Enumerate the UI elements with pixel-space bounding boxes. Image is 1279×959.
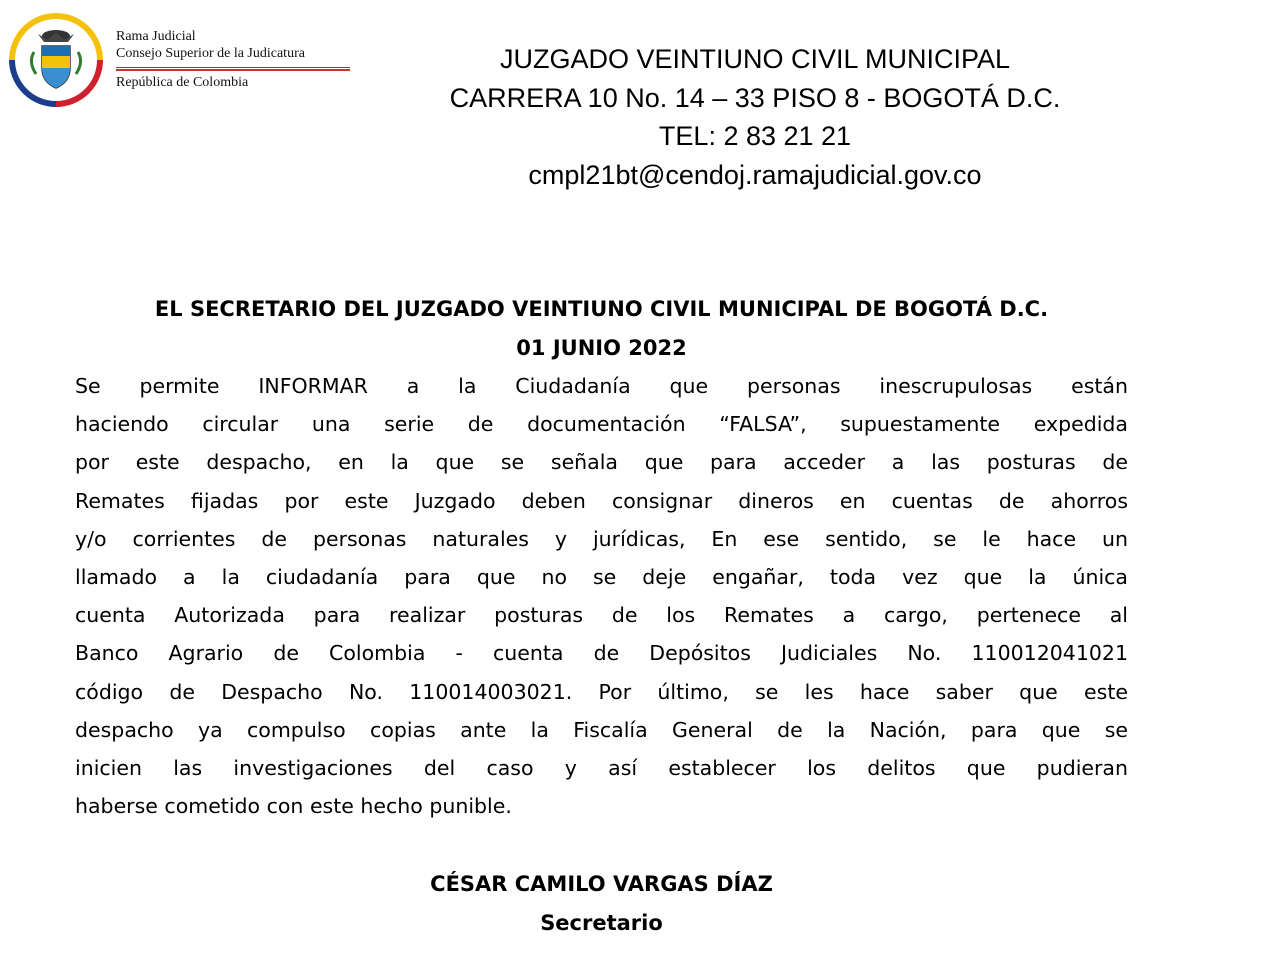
- colombia-coat-of-arms-icon: [8, 12, 104, 108]
- notice-heading: [75, 290, 1128, 367]
- signature-block: [75, 865, 1128, 942]
- logo-line-rama: Rama Judicial: [116, 29, 196, 44]
- body-line: llamado a la ciudadanía para que no se deje engañar, toda vez que la única: [75, 564, 1128, 589]
- body-line: código de Despacho No. 110014003021. Por último, se les hace saber que este: [75, 679, 1128, 704]
- body-line: cuenta Autorizada para realizar posturas de los Remates a cargo, pertenece al: [75, 603, 1128, 628]
- court-address: CARRERA 10 No. 14 – 33 PISO 8 - BOGOTÁ D.C.: [449, 82, 1061, 113]
- body-line: Se permite INFORMAR a la Ciudadanía que personas inescrupulosas están: [75, 374, 1128, 398]
- body-line: haberse cometido con este hecho punible.: [75, 794, 512, 819]
- logo-line-republica: República de Colombia: [116, 75, 249, 90]
- court-header: [300, 40, 1210, 194]
- body-line: por este despacho, en la que se señala que para acceder a las posturas de: [75, 450, 1128, 475]
- body-line: y/o corrientes de personas naturales y jurídicas, En ese sentido, se le hace un: [75, 526, 1128, 551]
- notice-title: EL SECRETARIO DEL JUZGADO VEINTIUNO CIVIL MUNICIPAL DE BOGOTÁ D.C.: [154, 297, 1049, 321]
- signer-name: CÉSAR CAMILO VARGAS DÍAZ: [430, 872, 773, 896]
- notice-date: 01 JUNIO 2022: [516, 335, 687, 360]
- court-name: JUZGADO VEINTIUNO CIVIL MUNICIPAL: [499, 44, 1011, 74]
- body-line: despacho ya compulso copias ante la Fiscalía General de la Nación, para que se: [75, 717, 1128, 742]
- logo-text: [116, 28, 305, 62]
- body-line: haciendo circular una serie de documentación “FALSA”, supuestamente expedida: [75, 412, 1128, 437]
- court-email: cmpl21bt@cendoj.ramajudicial.gov.co: [528, 159, 982, 190]
- logo-line-consejo: Consejo Superior de la Judicatura: [116, 46, 305, 61]
- body-line: Remates fijadas por este Juzgado deben consignar dineros en cuentas de ahorros: [75, 488, 1128, 513]
- body-line: Banco Agrario de Colombia - cuenta de Depósitos Judiciales No. 110012041021: [75, 641, 1128, 666]
- signer-role: Secretario: [540, 910, 663, 935]
- notice-body: [75, 367, 1128, 825]
- court-phone: TEL: 2 83 21 21: [658, 121, 852, 151]
- body-line: inicien las investigaciones del caso y así establecer los delitos que pudieran: [75, 755, 1128, 780]
- rama-judicial-logo: [8, 12, 348, 108]
